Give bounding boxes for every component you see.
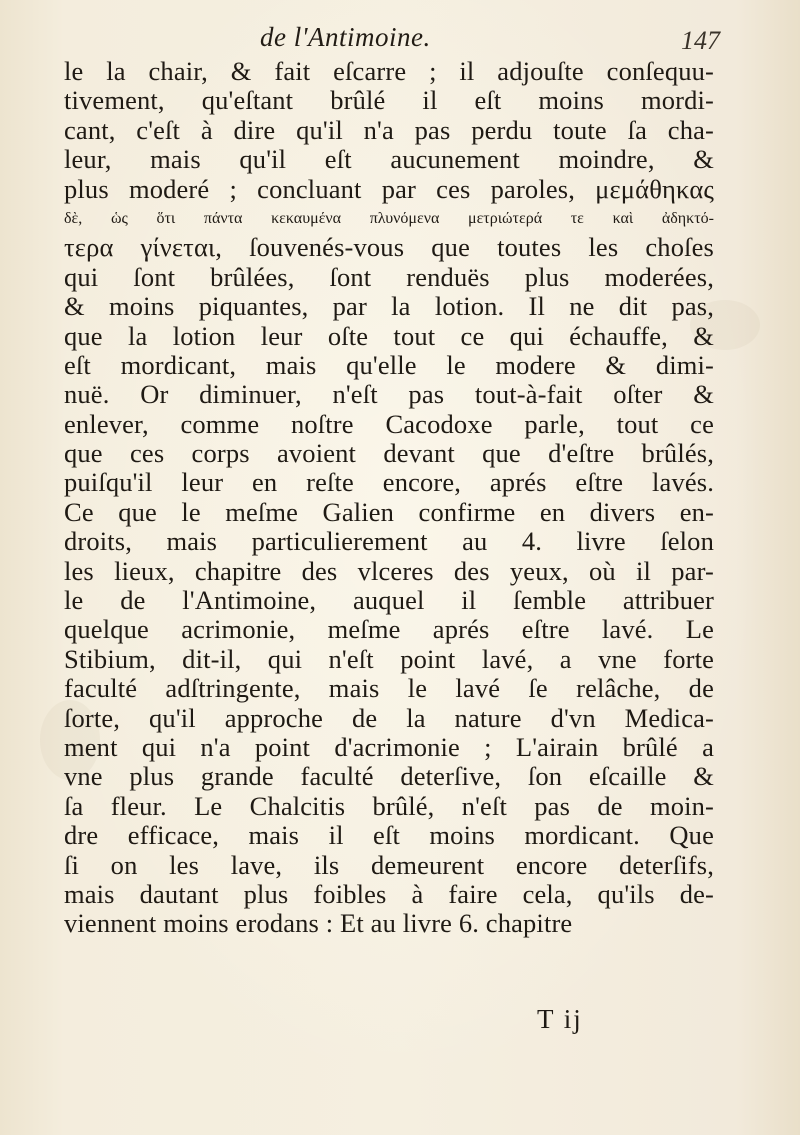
text-line: Stibium, dit-il, qui n'eſt point lavé, a vne forte xyxy=(64,644,714,674)
text-line: droits, mais particulierement au 4. livre ſelon xyxy=(64,527,714,557)
text-line: cant, c'eſt à dire qu'il n'a pas perdu toute ſa cha- xyxy=(64,115,714,145)
page-header xyxy=(60,22,720,62)
text-line: puiſqu'il leur en reſte encore, aprés eſtre lavés. xyxy=(64,468,714,498)
text-line: viennent moins erodans : Et au livre 6. chapitre xyxy=(64,909,573,939)
text-line: leur, mais qu'il eſt aucunement moindre, & xyxy=(64,145,714,175)
text-line: & moins piquantes, par la lotion. Il ne dit pas, xyxy=(64,292,714,322)
running-title: de l'Antimoine. xyxy=(260,22,431,52)
text-line: faculté adſtringente, mais le lavé ſe relâche, de xyxy=(64,674,714,704)
text-line: τερα γίνεται, ſouvenés-vous que toutes les choſes xyxy=(64,233,714,263)
text-line: le la chair, & fait eſcarre ; il adjouſte conſequu- xyxy=(64,57,714,86)
text-line: plus moderé ; concluant par ces paroles, μεμάθηκας xyxy=(64,174,714,204)
text-line: qui ſont brûlées, ſont renduës plus moderées, xyxy=(64,262,714,292)
text-line: les lieux, chapitre des vlceres des yeux, où il par- xyxy=(64,556,714,586)
text-line: ſi on les lave, ils demeurent encore deterſifs, xyxy=(64,850,714,880)
text-line: que la lotion leur oſte tout ce qui échauffe, & xyxy=(64,321,714,351)
text-line: le de l'Antimoine, auquel il ſemble attribuer xyxy=(64,586,714,616)
page-number: 147 xyxy=(681,26,720,55)
text-line: mais dautant plus foibles à faire cela, qu'ils de- xyxy=(64,879,714,909)
text-line: quelque acrimonie, meſme aprés eſtre lavé. Le xyxy=(64,615,714,645)
text-line: tivement, qu'eſtant brûlé il eſt moins mordi- xyxy=(64,86,714,116)
text-line: vne plus grande faculté deterſive, ſon eſcaille & xyxy=(64,762,714,792)
greek-quotation-line: δὲ, ὡς ὅτι πάντα κεκαυμένα πλυνόμενα μετριώτερά τε καὶ ἀδηκτό- xyxy=(64,209,714,227)
text-line: nuë. Or diminuer, n'eſt pas tout-à-fait oſter & xyxy=(64,380,714,410)
text-line: Ce que le meſme Galien confirme en divers en- xyxy=(64,497,714,527)
text-line: ment qui n'a point d'acrimonie ; L'airain brûlé a xyxy=(64,732,714,762)
text-line: que ces corps avoient devant que d'eſtre brûlés, xyxy=(64,439,714,469)
signature-mark: T ij xyxy=(537,1004,583,1034)
text-line: eſt mordicant, mais qu'elle le modere & dimi- xyxy=(64,350,714,380)
text-line: dre efficace, mais il eſt moins mordicant. Que xyxy=(64,821,714,851)
body-text xyxy=(64,57,714,939)
text-line: ſorte, qu'il approche de la nature d'vn Medica- xyxy=(64,703,714,733)
text-line: ſa fleur. Le Chalcitis brûlé, n'eſt pas de moin- xyxy=(64,791,714,821)
text-line: enlever, comme noſtre Cacodoxe parle, tout ce xyxy=(64,409,714,439)
